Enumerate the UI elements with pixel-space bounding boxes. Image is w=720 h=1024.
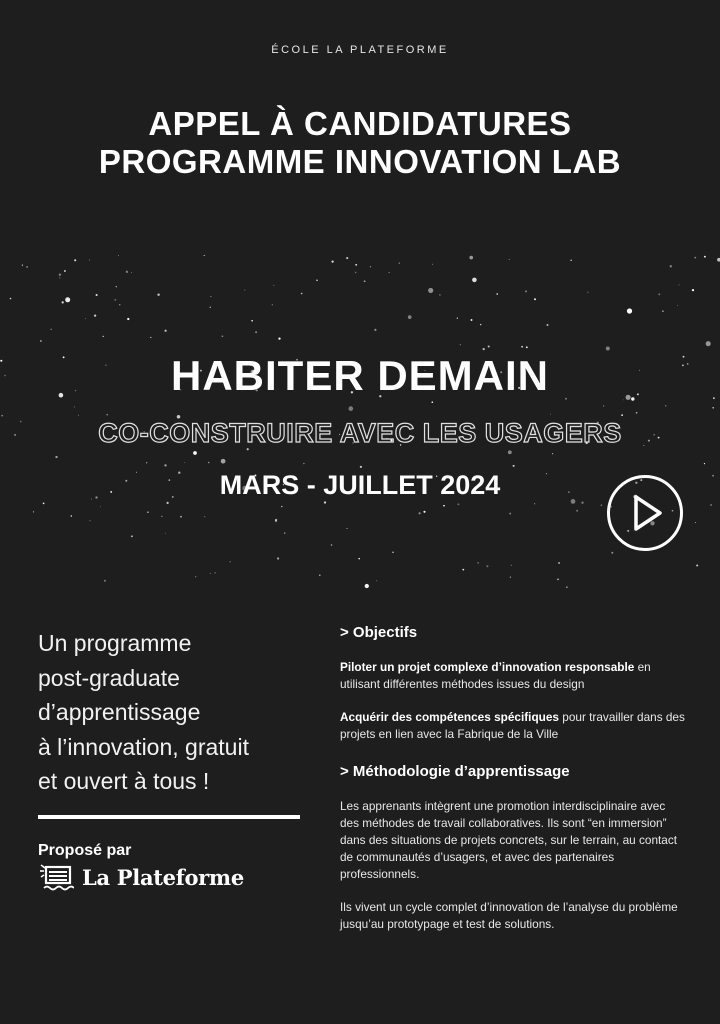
star [146,462,147,463]
logo-icon [40,862,74,892]
star [364,280,366,282]
star [89,520,90,521]
star [692,289,694,291]
la-plateforme-logo [40,862,244,892]
star [399,262,400,263]
star [195,576,196,577]
star [696,565,698,567]
star [706,341,711,346]
star [478,562,479,563]
star [59,277,60,278]
star [74,259,76,261]
star [488,345,490,347]
methodology-heading: > Méthodologie d’apprentissage [340,763,570,780]
star [665,405,667,407]
star [694,257,696,259]
star [50,328,52,330]
star [432,264,433,265]
star [331,544,333,546]
objective-bold: Piloter un projet complexe d’innovation responsable [340,660,635,674]
play-button[interactable] [607,475,683,551]
star [423,511,425,513]
star [521,346,523,348]
star [360,466,362,468]
star [275,520,277,522]
objective-bold: Acquérir des compétences spécifiques [340,710,559,724]
star [704,463,705,464]
star [509,513,511,515]
intro-line: d’apprentissage [38,699,201,725]
star [566,586,568,588]
star [100,506,101,507]
star [557,579,559,581]
star [184,462,185,463]
star [147,511,149,513]
star [462,569,464,571]
star [558,562,560,564]
logo-text: La Plateforme [82,864,244,890]
star [251,320,253,322]
intro-line: à l’innovation, gratuit [38,733,249,760]
proposed-by-label: Proposé par [38,842,132,859]
star [33,511,34,512]
star [40,340,42,342]
star [346,257,348,259]
star [119,304,120,305]
star [511,565,512,566]
intro-line: post-graduate [38,664,180,691]
star [431,401,433,403]
hero-dates: MARS - JUILLET 2024 [219,470,501,500]
star [389,272,390,273]
star [165,533,166,534]
star [469,256,473,260]
star [43,503,45,505]
star [277,557,279,559]
star [460,344,461,345]
star [74,406,75,407]
star [457,503,459,505]
star [55,456,57,458]
hero-title: HABITER DEMAIN [171,352,549,399]
star [71,515,72,516]
star [106,414,108,416]
star [712,407,714,409]
star [114,299,116,301]
star [710,504,712,506]
star [509,259,510,260]
star [272,304,273,305]
star [301,293,303,295]
objective-item [340,709,685,743]
star [627,308,632,313]
star [165,330,167,332]
star [273,285,274,286]
star [319,574,320,575]
star [324,501,326,503]
star [606,346,610,350]
star [208,462,210,464]
star [695,522,696,523]
star [677,305,678,306]
page-title [0,105,720,181]
hero-subtitle: CO-CONSTRUIRE AVEC LES USAGERS [98,418,622,448]
star [670,265,672,267]
star [457,318,458,319]
star [94,314,96,316]
star [210,307,211,308]
star [552,453,553,454]
star [355,264,357,266]
star [127,318,129,320]
star [281,506,283,508]
star [126,271,128,273]
star [471,319,473,321]
star [480,324,481,325]
objective-text: pour travailler dans des projets en lien avec la Fabrique de la Ville [340,710,685,741]
star [230,561,231,562]
star [658,293,660,295]
title-line-1: APPEL À CANDIDATURES [148,105,572,142]
star [116,286,117,287]
star [164,464,166,466]
star [65,297,70,302]
star [621,414,623,416]
star [278,337,280,339]
star [365,584,369,588]
star [704,256,706,258]
star [22,265,23,266]
star [428,288,433,293]
star [78,415,79,416]
star [59,274,61,276]
star [355,272,357,274]
star [508,450,512,454]
star [679,284,680,285]
objectives-heading: > Objectifs [340,624,418,641]
star [1,415,3,417]
star [636,412,638,414]
star [348,406,353,411]
star [180,516,182,518]
star [193,451,197,455]
star [550,414,551,415]
star [150,337,151,338]
star [370,266,371,267]
star [347,528,348,529]
star [215,572,216,573]
objective-text: en utilisant différentes méthodes issues du design [340,660,651,691]
star [418,512,420,514]
star [316,279,318,281]
star [374,329,376,331]
star [601,504,603,506]
methodology-paragraph: Ils vivent un cycle complet d’innovation de l’analyse du problème jusqu’au prototypage et test de solutions. [340,900,678,931]
star [662,310,664,312]
star [534,503,535,504]
star [486,565,488,567]
star [222,335,224,337]
methodology-paragraph: Les apprenants intègrent une promotion interdisciplinaire avec des méthodes de travail collaboratives. Ils sont “en immersion” dans des situations de projets concrets, sur le terrain, au contact de communautés d’usagers, et avec des partenaires professionnels. [340,799,678,881]
star [161,516,162,517]
star [525,290,527,292]
star [244,290,245,291]
intro-line: Un programme [38,630,192,656]
play-icon [610,478,680,548]
star [204,516,205,517]
star [118,255,119,256]
star [62,301,64,303]
star [203,255,205,256]
star [331,260,333,262]
star [166,502,168,504]
star [547,324,549,326]
star [284,532,285,533]
star [376,580,377,581]
star [581,502,583,504]
star [131,535,133,537]
star [104,580,106,582]
star [496,293,498,295]
star [210,573,211,574]
star [10,298,12,300]
star [443,505,445,507]
star [611,552,613,554]
school-label: ÉCOLE LA PLATEFORME [271,44,449,56]
intro-line: et ouvert à tous ! [38,768,210,794]
star [89,260,90,261]
star [408,315,412,319]
star [103,336,104,337]
star [472,278,477,283]
title-line-2: PROGRAMME INNOVATION LAB [98,143,622,180]
star [576,510,578,512]
star [221,459,226,464]
star [255,331,257,333]
star [534,298,536,300]
star [513,465,515,467]
star [85,318,86,319]
star [439,294,441,296]
star [483,348,485,350]
details-column [340,624,685,949]
star [570,260,571,261]
star [157,294,159,296]
star [392,552,394,554]
star [64,270,66,272]
intro-text [38,626,303,799]
intro-block [38,626,303,799]
star [510,577,511,578]
star [587,292,588,293]
objective-item [340,659,685,693]
star [26,266,28,268]
star [96,294,98,296]
star [603,405,604,406]
star [303,463,305,465]
star [131,272,132,273]
star [526,346,528,348]
divider [38,815,300,819]
star [210,296,211,297]
star [358,558,360,560]
